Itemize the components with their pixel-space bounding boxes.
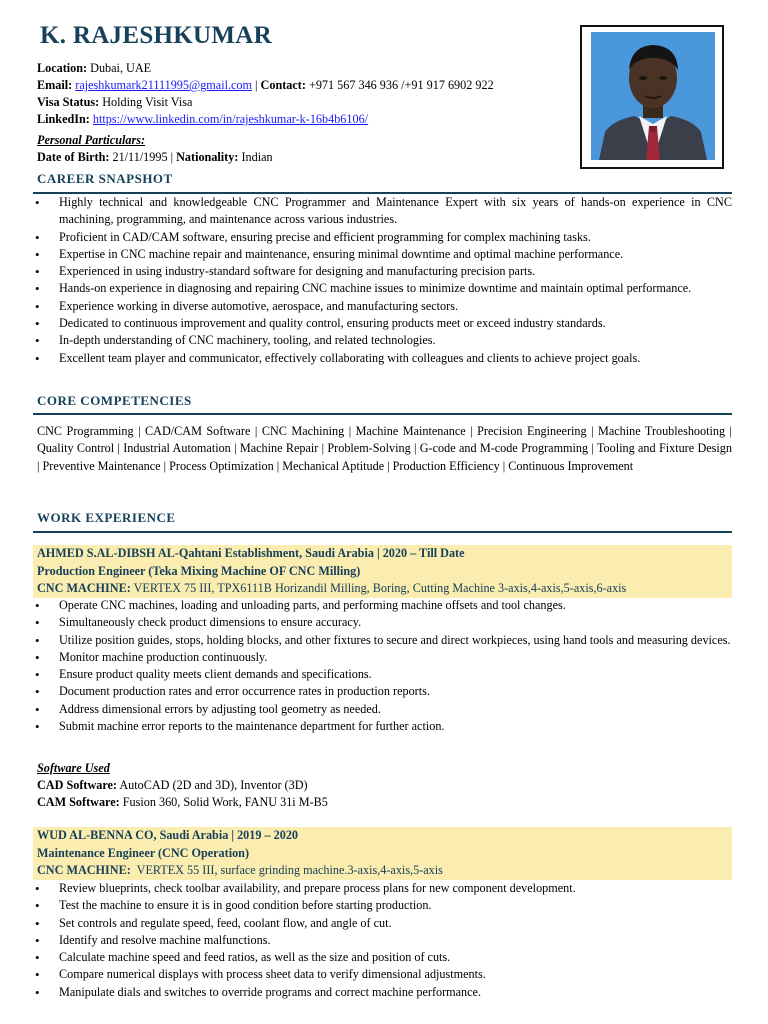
job-2-duty-bullet: • Compare numerical displays with process sheet data to verify dimensional adjustments.: [33, 966, 732, 983]
job-2-duty-bullet: • Identify and resolve machine malfunctions.: [33, 932, 732, 949]
contact-label: Contact:: [260, 78, 306, 92]
job-1-company: AHMED S.AL-DIBSH AL-Qahtani Establishment, Saudi Arabia | 2020 – Till Date: [37, 546, 465, 560]
career-bullet: • Experience working in diverse automotive, aerospace, and manufacturing sectors.: [33, 298, 732, 315]
job-2-header: [33, 827, 732, 880]
location-label: Location:: [37, 61, 88, 75]
job-1-header: [33, 545, 732, 598]
career-bullet: • In-depth understanding of CNC machinery, tooling, and related technologies.: [33, 332, 732, 349]
profile-photo: [591, 32, 715, 160]
linkedin-label: LinkedIn:: [37, 112, 90, 126]
job-2-company: WUD AL-BENNA CO, Saudi Arabia | 2019 – 2020: [37, 828, 299, 842]
job-2-duty-bullet: • Manipulate dials and switches to override programs and correct machine performance.: [33, 984, 732, 1001]
software-used-heading: Software Used: [37, 761, 110, 775]
visa-label: Visa Status:: [37, 95, 100, 109]
dob-label: Date of Birth:: [37, 150, 110, 164]
cam-software-row: [37, 794, 732, 811]
dob-row: [37, 149, 494, 166]
personal-particulars-heading: Personal Particulars:: [37, 133, 146, 147]
cad-software-label: CAD Software:: [37, 778, 117, 792]
contact-separator: |: [252, 78, 261, 92]
job-2-role: Maintenance Engineer (CNC Operation): [37, 845, 250, 860]
email-row: [37, 77, 494, 94]
cad-software-value: AutoCAD (2D and 3D), Inventor (3D): [117, 778, 308, 792]
linkedin-row: [37, 111, 494, 128]
job-2-duty-bullet: • Test the machine to ensure it is in good condition before starting production.: [33, 897, 732, 914]
job-2-duty-bullet: • Set controls and regulate speed, feed, coolant flow, and angle of cut.: [33, 915, 732, 932]
cam-software-value: Fusion 360, Solid Work, FANU 31i M-B5: [119, 795, 328, 809]
nationality-label: Nationality:: [176, 150, 239, 164]
job-1-duty-bullet: • Ensure product quality meets client demands and specifications.: [33, 666, 732, 683]
email-link[interactable]: rajeshkumark21111995@gmail.com: [75, 78, 252, 92]
job-1-duty-bullet: • Address dimensional errors by adjusting tool geometry as needed.: [33, 701, 732, 718]
nationality-separator: |: [167, 150, 177, 164]
career-bullet: • Experienced in using industry-standard software for designing and manufacturing precision parts.: [33, 263, 732, 280]
career-bullet: • Expertise in CNC machine repair and maintenance, ensuring minimal downtime and optimal machine performance.: [33, 246, 732, 263]
software-used-block: [37, 760, 732, 811]
career-bullet: • Hands-on experience in diagnosing and repairing CNC machine issues to minimize downtime and maintain optimal performance.: [33, 280, 732, 297]
career-snapshot-heading: CAREER SNAPSHOT: [37, 171, 173, 186]
linkedin-link[interactable]: https://www.linkedin.com/in/rajeshkumar-k-16b4b6106/: [92, 112, 369, 126]
career-bullet: • Excellent team player and communicator, effectively collaborating with colleagues and clients to achieve project goals.: [33, 350, 732, 367]
career-bullet: • Dedicated to continuous improvement and quality control, ensuring products meet or exceed industry standards.: [33, 315, 732, 332]
job-1-duty-bullet: • Submit machine error reports to the maintenance department for further action.: [33, 718, 732, 735]
location-value: Dubai, UAE: [90, 61, 152, 75]
career-bullet: • Proficient in CAD/CAM software, ensuring precise and efficient programming for complex machining tasks.: [33, 229, 732, 246]
job-2-duties: [33, 880, 732, 1001]
candidate-name: K. RAJESHKUMAR: [40, 22, 272, 49]
cad-software-row: [37, 777, 732, 794]
job-1-duty-bullet: • Utilize position guides, stops, holding blocks, and other fixtures to secure and direct workpieces, using hand tools and measuring devices.: [33, 632, 732, 649]
visa-value: Holding Visit Visa: [102, 95, 193, 109]
dob-value: 21/11/1995: [112, 150, 168, 164]
work-divider: [33, 531, 732, 533]
profile-photo-frame: [580, 25, 724, 169]
job-1-machine-value: VERTEX 75 III, TPX6111B Horizandil Milling, Boring, Cutting Machine 3-axis,4-axis,5-axis,6-axis: [130, 581, 627, 595]
core-competencies-heading: CORE COMPETENCIES: [37, 393, 192, 408]
contact-value: +971 567 346 936 /+91 917 6902 922: [308, 78, 494, 92]
core-divider: [33, 413, 732, 415]
profile-photo-illustration: [591, 32, 715, 160]
email-label: Email:: [37, 78, 73, 92]
job-2-duty-bullet: • Calculate machine speed and feed ratios, as well as the size and position of cuts.: [33, 949, 732, 966]
work-experience-heading: WORK EXPERIENCE: [37, 510, 176, 525]
job-1-role: Production Engineer (Teka Mixing Machine OF CNC Milling): [37, 563, 361, 578]
career-bullet: • Highly technical and knowledgeable CNC Programmer and Maintenance Expert with six years of hands-on experience in CNC machining, programming, and maintenance across various industries.: [33, 194, 732, 229]
core-competencies-text: CNC Programming | CAD/CAM Software | CNC Machining | Machine Maintenance | Precision Engineering | Machine Troubleshooting | Quality Control | Industrial Automation | Machine Repair | Problem-Solving | G-code and M-code Programming | Tooling and Fixture Design | Preventive Maintenance | Process Optimization | Mechanical Aptitude | Production Efficiency | Continuous Improvement: [37, 424, 732, 473]
job-1-duty-bullet: • Simultaneously check product dimensions to ensure accuracy.: [33, 614, 732, 631]
location-row: [37, 60, 494, 77]
nationality-value: Indian: [241, 150, 273, 164]
contact-block: [37, 60, 494, 166]
job-1-duty-bullet: • Document production rates and error occurrence rates in production reports.: [33, 683, 732, 700]
job-1-machine: [37, 580, 732, 598]
job-2-machine: [37, 862, 732, 880]
job-2-machine-value: VERTEX 55 III, surface grinding machine.3-axis,4-axis,5-axis: [130, 863, 443, 877]
job-1-duties: [33, 597, 732, 735]
career-snapshot-list: [33, 194, 732, 367]
job-1-duty-bullet: • Monitor machine production continuously.: [33, 649, 732, 666]
job-1-machine-label: CNC MACHINE:: [37, 581, 131, 595]
job-1-duty-bullet: • Operate CNC machines, loading and unloading parts, and performing machine offsets and tool changes.: [33, 597, 732, 614]
job-2-machine-label: CNC MACHINE:: [37, 863, 131, 877]
visa-row: [37, 94, 494, 111]
cam-software-label: CAM Software:: [37, 795, 120, 809]
job-2-duty-bullet: • Review blueprints, check toolbar availability, and prepare process plans for new component development.: [33, 880, 732, 897]
